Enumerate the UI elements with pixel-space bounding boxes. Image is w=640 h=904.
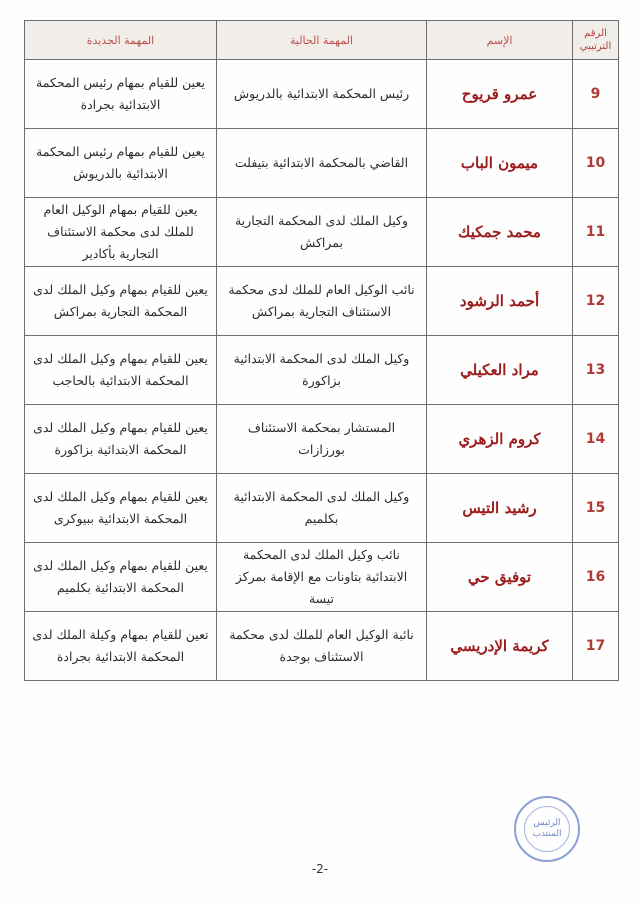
row-new-task: يعين للقيام بمهام وكيل الملك لدى المحكمة الابتدائية بزاكورة xyxy=(25,405,217,474)
table-row xyxy=(25,336,619,405)
row-rank: 9 xyxy=(573,60,619,129)
table-header-row xyxy=(25,21,619,60)
row-rank: 14 xyxy=(573,405,619,474)
row-current-task: رئيس المحكمة الابتدائية بالدريوش xyxy=(217,60,427,129)
official-stamp xyxy=(514,796,580,862)
row-new-task: يعين للقيام بمهام رئيس المحكمة الابتدائية بالدريوش xyxy=(25,129,217,198)
table-row xyxy=(25,543,619,612)
row-name: محمد جمكيك xyxy=(427,198,573,267)
row-current-task: وكيل الملك لدى المحكمة التجارية بمراكش xyxy=(217,198,427,267)
row-rank: 15 xyxy=(573,474,619,543)
row-name: أحمد الرشود xyxy=(427,267,573,336)
row-name: مراد العكيلي xyxy=(427,336,573,405)
header-name: الإسم xyxy=(427,21,573,60)
row-name: كروم الزهري xyxy=(427,405,573,474)
row-current-task: المستشار بمحكمة الاستئناف بورزازات xyxy=(217,405,427,474)
table-row xyxy=(25,198,619,267)
assignments-table xyxy=(24,20,619,681)
table-row xyxy=(25,405,619,474)
row-new-task: يعين للقيام بمهام وكيل الملك لدى المحكمة التجارية بمراكش xyxy=(25,267,217,336)
row-name: عمرو قريوح xyxy=(427,60,573,129)
stamp-line-1: الرئيس xyxy=(533,818,561,828)
stamp-inner xyxy=(524,806,570,852)
row-rank: 13 xyxy=(573,336,619,405)
row-name: كريمة الإدريسي xyxy=(427,612,573,681)
header-current-task: المهمة الحالية xyxy=(217,21,427,60)
row-new-task: يعين للقيام بمهام وكيل الملك لدى المحكمة الابتدائية ببيوكرى xyxy=(25,474,217,543)
row-new-task: يعين للقيام بمهام وكيل الملك لدى المحكمة الابتدائية بالحاجب xyxy=(25,336,217,405)
table-row xyxy=(25,129,619,198)
row-current-task: وكيل الملك لدى المحكمة الابتدائية بكلميم xyxy=(217,474,427,543)
row-new-task: يعين للقيام بمهام الوكيل العام للملك لدى محكمة الاستئناف التجارية بأكادير xyxy=(25,198,217,267)
header-new-task: المهمة الجديدة xyxy=(25,21,217,60)
row-name: توفيق حي xyxy=(427,543,573,612)
row-current-task: نائبة الوكيل العام للملك لدى محكمة الاستئناف بوجدة xyxy=(217,612,427,681)
row-name: ميمون الباب xyxy=(427,129,573,198)
row-rank: 12 xyxy=(573,267,619,336)
row-current-task: نائب وكيل الملك لدى المحكمة الابتدائية بتاونات مع الإقامة بمركز تيسة xyxy=(217,543,427,612)
row-new-task: يعين للقيام بمهام وكيل الملك لدى المحكمة الابتدائية بكلميم xyxy=(25,543,217,612)
row-rank: 17 xyxy=(573,612,619,681)
row-current-task: وكيل الملك لدى المحكمة الابتدائية بزاكورة xyxy=(217,336,427,405)
table-row xyxy=(25,267,619,336)
stamp-line-2: المنتدب xyxy=(532,829,562,839)
header-rank: الرقم الترتيبي xyxy=(573,21,619,60)
row-rank: 10 xyxy=(573,129,619,198)
page-number: -2- xyxy=(311,862,329,876)
row-rank: 11 xyxy=(573,198,619,267)
row-current-task: القاضي بالمحكمة الابتدائية بتيفلت xyxy=(217,129,427,198)
row-name: رشيد التيس xyxy=(427,474,573,543)
table-row xyxy=(25,60,619,129)
row-new-task: تعين للقيام بمهام وكيلة الملك لدى المحكمة الابتدائية بجرادة xyxy=(25,612,217,681)
row-new-task: يعين للقيام بمهام رئيس المحكمة الابتدائية بجرادة xyxy=(25,60,217,129)
table-row xyxy=(25,474,619,543)
table-row xyxy=(25,612,619,681)
row-current-task: نائب الوكيل العام للملك لدى محكمة الاستئناف التجارية بمراكش xyxy=(217,267,427,336)
row-rank: 16 xyxy=(573,543,619,612)
